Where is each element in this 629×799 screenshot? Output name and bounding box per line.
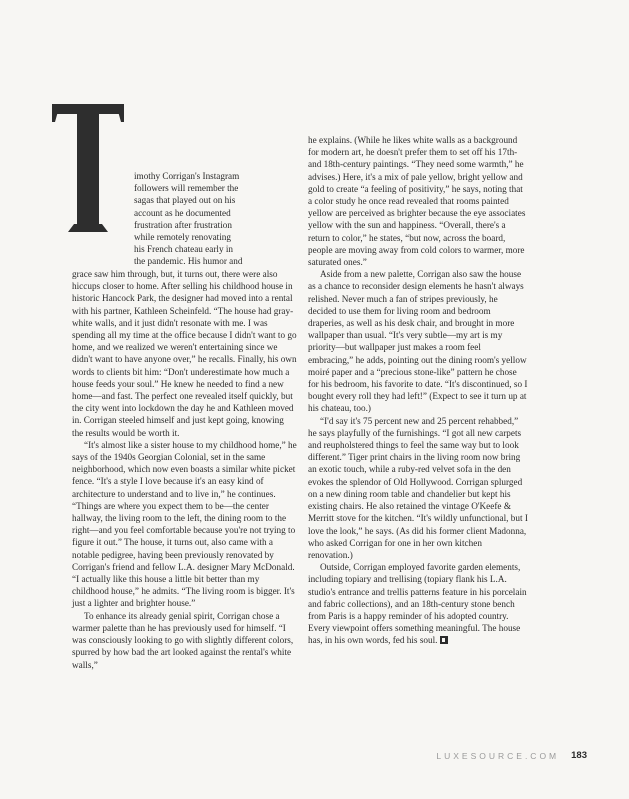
lead-line: the pandemic. His humor and — [134, 256, 243, 267]
right-column — [308, 134, 528, 647]
lead-line: frustration after frustration — [134, 219, 232, 230]
paragraph: he explains. (While he likes white walls as a background for modern art, he doesn't prefer them to set off his 17th- and 18th-century paintings. “They need some warmth,” he advises.) Here, it's a mix of pale yellow, bright yellow and gold to create “a feeling of positivity,” he says, noting that a color study he once read revealed that rooms painted yellow are perceived as brighter because the eye associates yellow with the sun and happiness. “Overall, there's a return to color,” he states, “but now, across the board, people are moving away from cold colors to warmer, more saturated ones.” — [308, 135, 526, 268]
lead-line: account as he documented — [134, 207, 231, 218]
paragraph: grace saw him through, but, it turns out, there were also hiccups closer to home. After selling his childhood house in historic Hancock Park, the designer had moved into a rental with his partner, Kathleen Scheinfeld. “The house had gray-white walls, and it just didn't resonate with me. I was spending all my time at the office because I didn't want to go home, and we realized we weren't entertaining since we didn't want to have anyone over,” he recalls. Finally, his own words to clients bit him: “Don't underestimate how much a house feeds your soul.” He knew he needed to find a new home—and fast. The perfect one revealed itself quickly, but the city went into lockdown the day he and Kathleen moved in. Corrigan steeled himself and just kept going, knowing the results would be worth it. — [72, 269, 297, 438]
site-url: LUXESOURCE.COM — [436, 750, 560, 761]
paragraph — [308, 561, 528, 646]
left-column — [72, 268, 297, 671]
lead-line: followers will remember the — [134, 183, 239, 194]
lead-line: sagas that played out on his — [134, 195, 236, 206]
end-mark-icon — [440, 636, 448, 644]
paragraph: “I'd say it's 75 percent new and 25 percent rehabbed,” he says playfully of the furnishings. “I got all new carpets and reupholstered things to feel the same way but to look different.” Tiger print chairs in the living room now bring an exotic touch, while a ruby-red velvet sofa in the den evokes the splendor of Old Hollywood. Corrigan splurged on a new dining room table and chandelier but kept his existing chairs. He also retained the vintage O'Keefe & Merritt stove for the kitchen. “It's wildly unfunctional, but I love the look,” he says. (As did his former client Madonna, who asked Corrigan for one in her own kitchen renovation.) — [308, 415, 528, 560]
lead-line: while remotely renovating — [134, 232, 231, 243]
paragraph: To enhance its already genial spirit, Corrigan chose a warmer palette than he has previously used for himself. “I was consciously looking to go with slightly different colors, spurred by how bad the art looked against the rental's white walls,” — [72, 610, 294, 670]
paragraph: Aside from a new palette, Corrigan also saw the house as a chance to reconsider design elements he hasn't always relished. Never much a fan of stripes previously, he decided to use them for living room and bedroom draperies, as well as his desk chair, and brought in more wallpaper than usual. “It's very subtle—my art is my priority—but wallpaper just makes a room feel embracing,” he adds, pointing out the dining room's yellow moiré paper and a “precious stone-like” pattern he chose for his bedroom, his favorite to date. “It's discontinued, so I bought every roll they had left!” (Expect to see it turn up at his chateau, too.) — [308, 269, 528, 414]
lead-text — [134, 170, 299, 268]
page-footer — [436, 750, 587, 761]
lead-line: imothy Corrigan's Instagram — [134, 171, 240, 181]
drop-cap-t — [52, 104, 124, 232]
page-number: 183 — [571, 750, 587, 761]
lead-line: his French chateau early in — [134, 244, 233, 255]
paragraph-text: Outside, Corrigan employed favorite garden elements, including topiary and trellising (topiary flank his L.A. studio's entrance and trellis patterns feature in his porcelain and fabric collections), and an 18th-century stone bench from Paris is a happy reminder of his adopted country. Every viewpoint offers something meaningful. The house has, in his own words, fed his soul. — [308, 562, 527, 646]
paragraph: “It's almost like a sister house to my childhood home,” he says of the 1940s Georgian Colonial, set in the same neighborhood, which now even boasts a similar white picket fence. “It's a style I love because it's an easy kind of architecture to understand and to live in,” he continues. “Things are where you expect them to be—the center hallway, the living room to the left, the dining room to the right—and you feel comfortable because you're not trying to figure it out.” The house, it turns out, also came with a notable pedigree, having been previously renovated by Corrigan's friend and fellow L.A. designer Mary McDonald. “I actually like this house a little bit better than my childhood house,” he admits. “The living room is bigger. It's just a lighter and brighter house.” — [72, 439, 297, 609]
